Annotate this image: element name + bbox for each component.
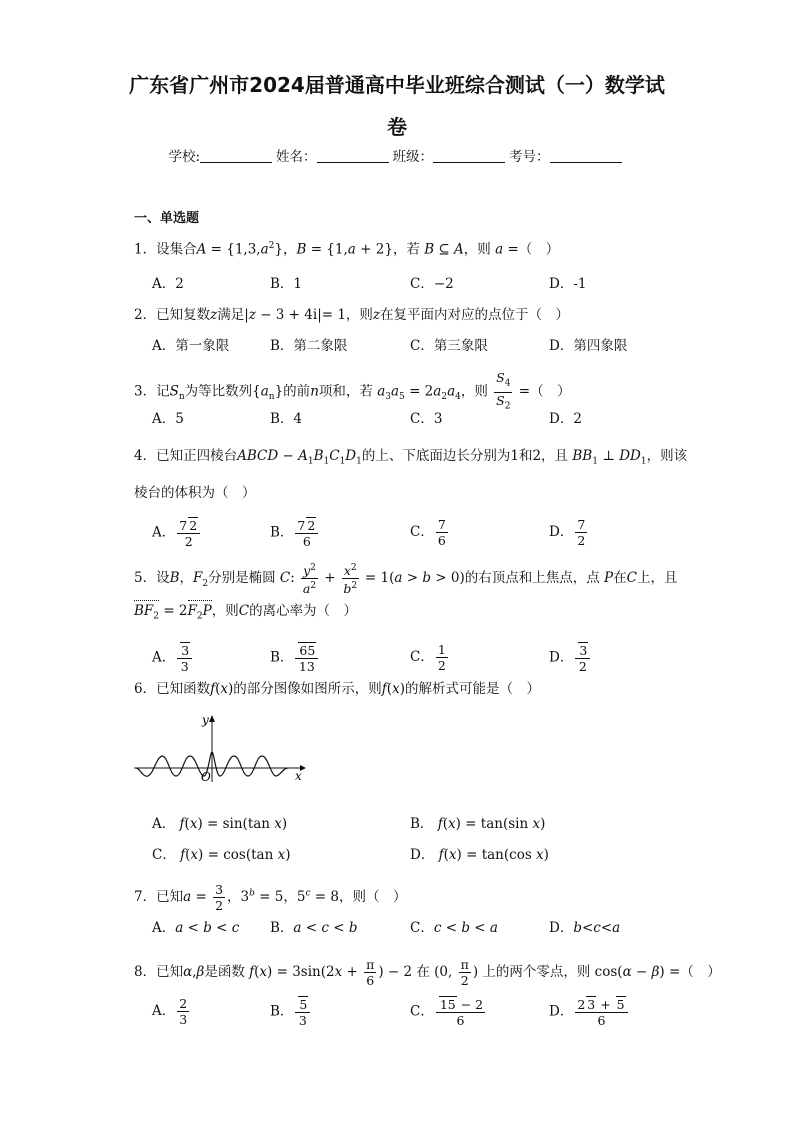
name-label: 姓名： <box>276 149 317 165</box>
question-5: 5．设B，$F_2$分别是椭圆 C: $\frac{y^2}{a^2}$ + $\frac{x^2}{b^2}$ = 1(a > b > 0)的右顶点和上焦点，点 P在C上，且 <box>134 563 678 597</box>
origin-label: O <box>201 770 211 784</box>
page-title-line1: 广东省广州市2024届普通高中毕业班综合测试（一）数学试 <box>129 73 665 97</box>
q5-option-d[interactable]: D． $\frac{3}{2}$ <box>549 642 592 674</box>
question-6: 6．已知函数f(x)的部分图像如图所示，则f(x)的解析式可能是（ ） <box>134 681 540 697</box>
page-title-line2: 卷 <box>387 115 407 139</box>
q3-option-b[interactable]: B．4 <box>270 411 303 427</box>
q1-option-d[interactable]: D．-1 <box>549 276 587 292</box>
q8-option-b[interactable]: B． $\frac{5}{3}$ <box>270 996 312 1028</box>
question-3: 3．记$S_n$为等比数列$\{a_n\}$的前n项和，若 $a_3a_5 = 2a_2a_4$，则 $\frac{S_4}{S_2}$ =（ ） <box>134 370 571 411</box>
q3-option-a[interactable]: A．5 <box>152 411 184 427</box>
question-number: 6． <box>134 681 157 697</box>
question-prefix: 设 <box>156 570 170 587</box>
section-heading: 一、单选题 <box>134 211 200 226</box>
q7-option-a[interactable]: A．a < b < c <box>152 920 240 936</box>
question-number: 1． <box>134 241 157 258</box>
question-number: 4． <box>134 448 157 464</box>
question-8: 8．已知α,β是函数 f(x) = 3sin(2x + $\frac{\pi}{6}$ ) − 2 在 (0, $\frac{\pi}{2}$ ) 上的两个零点，则 cos(α − β) =（ ） <box>134 957 721 988</box>
school-blank[interactable] <box>200 149 272 163</box>
function-graph <box>130 712 310 784</box>
q4-option-c[interactable]: C． $\frac{7}{6}$ <box>410 517 446 548</box>
student-info-row <box>0 145 794 165</box>
class-label: 班级： <box>392 149 434 165</box>
q1-option-a[interactable]: A．2 <box>152 276 184 292</box>
q6-option-b[interactable]: B． f(x) = tan(sin x) <box>410 816 546 832</box>
question-prefix: 已知函数 <box>156 681 211 697</box>
question-prefix: 记 <box>156 383 170 400</box>
q8-option-d[interactable]: D． $\frac{2 3 + 5}{6}$ <box>549 996 630 1028</box>
question-prefix: 已知 <box>156 889 184 905</box>
q4-option-d[interactable]: D． $\frac{7}{2}$ <box>549 517 586 548</box>
y-axis-arrow <box>209 715 215 722</box>
q2-option-d[interactable]: D．第四象限 <box>549 338 628 354</box>
question-number: 8． <box>134 964 157 980</box>
question-7: 7．已知a = $\frac{3}{2}$ ，$3^b = 5$，$5^c = 8$，则（ ） <box>134 882 407 913</box>
q1-option-b[interactable]: B．1 <box>270 276 303 292</box>
question-prefix: 已知 <box>156 964 184 980</box>
q2-option-c[interactable]: C．第三象限 <box>410 338 488 354</box>
q7-option-c[interactable]: C．c < b < a <box>410 920 498 936</box>
q5-option-a[interactable]: A． $\frac{3}{3}$ <box>152 642 194 674</box>
q3-option-c[interactable]: C．3 <box>410 411 443 427</box>
q6-option-c[interactable]: C． f(x) = cos(tan x) <box>152 847 291 863</box>
question-4-line2: 棱台的体积为（ ） <box>134 485 256 501</box>
question-prefix: 设集合 <box>156 241 197 258</box>
q7-option-b[interactable]: B．a < c < b <box>270 920 358 936</box>
q4-option-b[interactable]: B． $\frac{7 2}{6}$ <box>270 517 320 549</box>
q6-option-a[interactable]: A． f(x) = sin(tan x) <box>152 816 288 832</box>
exam-no-label: 考号： <box>509 149 550 165</box>
question-number: 3． <box>134 383 157 400</box>
q8-option-a[interactable]: A． $\frac{2}{3}$ <box>152 996 188 1027</box>
q1-option-c[interactable]: C．−2 <box>410 276 454 292</box>
question-prefix: 已知正四棱台 <box>156 448 238 464</box>
exam-no-blank[interactable] <box>550 149 622 163</box>
q4-option-a[interactable]: A． $\frac{7 2}{2}$ <box>152 517 202 549</box>
q8-option-c[interactable]: C． $\frac{15 - 2}{6}$ <box>410 997 484 1028</box>
question-2: 2．已知复数z满足|z − 3 + 4i|= 1，则z在复平面内对应的点位于（ ） <box>134 307 570 323</box>
q3-option-d[interactable]: D．2 <box>549 411 582 427</box>
y-label: y <box>202 713 209 727</box>
x-label: x <box>295 769 302 783</box>
q5-option-c[interactable]: C． $\frac{1}{2}$ <box>410 642 446 673</box>
q5-option-b[interactable]: B． $\frac{65}{13}$ <box>270 642 320 674</box>
question-4: 4．已知正四棱台ABCD − $A_1B_1C_1D_1$的上、下底面边长分别为1和2，且 $BB_1$ ⊥ $DD_1$，则该 <box>134 448 688 467</box>
question-number: 2． <box>134 307 157 323</box>
question-prefix: 已知复数 <box>156 307 211 323</box>
q6-option-d[interactable]: D． f(x) = tan(cos x) <box>410 847 549 863</box>
question-1: 1．设集合$A = \{1,3,a^2\}$，B = {1,a + 2}，若 B ⊆ A，则 a =（ ） <box>134 241 560 258</box>
q7-option-d[interactable]: D．b<c<a <box>549 920 621 936</box>
question-number: 7． <box>134 889 157 905</box>
question-number: 5． <box>134 570 157 587</box>
q2-option-b[interactable]: B．第二象限 <box>270 338 348 354</box>
q2-option-a[interactable]: A．第一象限 <box>152 338 230 354</box>
class-blank[interactable] <box>433 149 505 163</box>
name-blank[interactable] <box>317 149 389 163</box>
question-5-line2: $BF_2 = 2F_2P$，则C的离心率为（ ） <box>134 600 357 627</box>
school-label: 学校: <box>168 149 201 165</box>
